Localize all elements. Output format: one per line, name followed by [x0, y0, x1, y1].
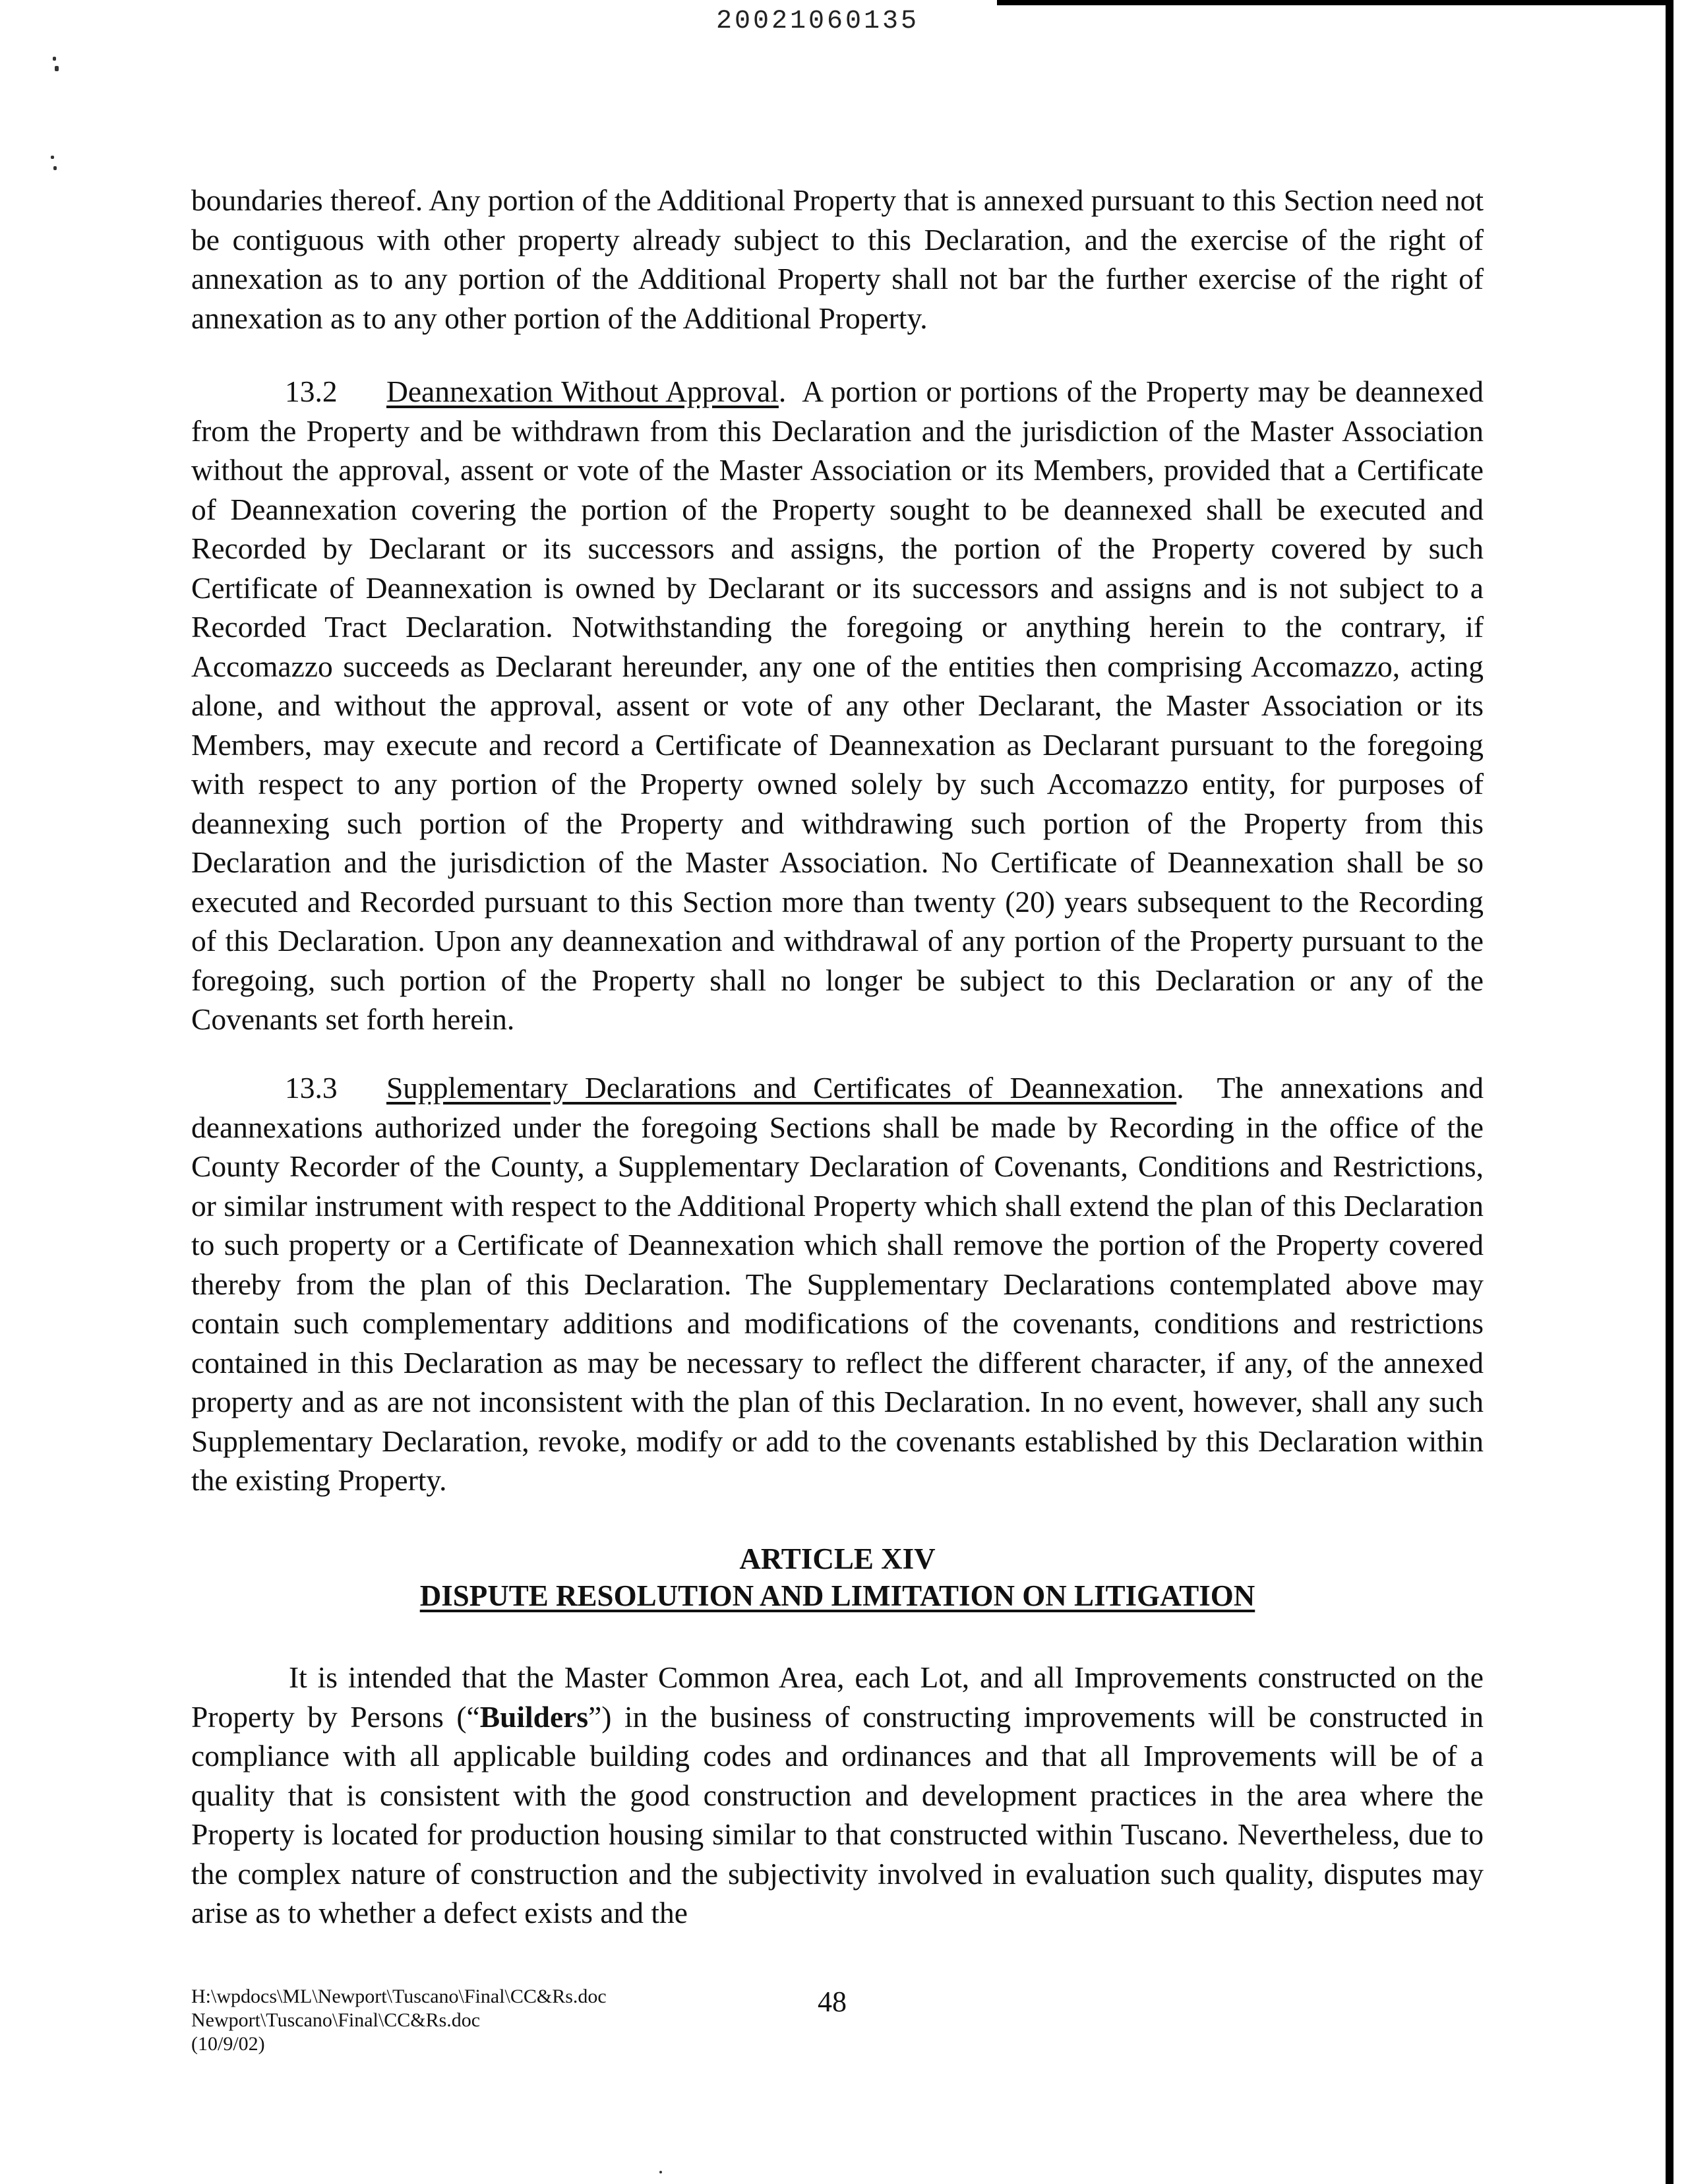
article-number: ARTICLE XIV	[739, 1542, 936, 1575]
paragraph-continuation-text: boundaries thereof. Any portion of the Additional Property that is annexed pursuant to this Section need not be contiguous with other property already subject to this Declaration, and the exercise of the right of annexation as to any portion of the Additional Property shall not bar the further exercise of the right of annexation as to any other portion of the Additional Property.	[191, 183, 1484, 335]
article-paragraph	[191, 1658, 1484, 1933]
section-13-2	[191, 372, 1484, 1039]
section-body: The annexations and deannexations authorized under the foregoing Sections shall be made by Recording in the office of the County Recorder of the County, a Supplementary Declaration of Covenants, Conditions and Restrictions, or similar instrument with respect to the Additional Property which shall extend the plan of this Declaration to such property or a Certificate of Deannexation which shall remove the portion of the Property covered thereby from the plan of this Declaration. The Supplementary Declarations contemplated above may contain such complementary additions and modifications of the covenants, conditions and restrictions contained in this Declaration as may be necessary to reflect the different character, if any, of the annexed property and as are not inconsistent with the plan of this Declaration. In no event, however, shall any such Supplementary Declaration, revoke, modify or add to the covenants established by this Declaration within the existing Property.	[191, 1071, 1484, 1497]
page-number: 48	[818, 1986, 847, 2018]
section-13-3	[191, 1068, 1484, 1500]
section-number: 13.3	[285, 1071, 338, 1105]
scan-speck	[51, 156, 54, 159]
section-heading-punct: .	[1176, 1071, 1184, 1105]
section-heading-punct: .	[778, 375, 787, 408]
section-heading: Supplementary Declarations and Certificates of Deannexation	[386, 1071, 1177, 1105]
article-title: DISPUTE RESOLUTION AND LIMITATION ON LITIGATION	[419, 1579, 1255, 1612]
footer-file-info	[191, 1985, 607, 2056]
scan-border-right	[1666, 0, 1673, 2184]
scan-speck	[659, 2171, 662, 2173]
footer-path-2: Newport\Tuscano\Final\CC&Rs.doc	[191, 2009, 481, 2031]
document-number: 20021060135	[716, 7, 920, 36]
footer-path-1: H:\wpdocs\ML\Newport\Tuscano\Final\CC&Rs.doc	[191, 1986, 607, 2007]
section-number: 13.2	[285, 375, 338, 408]
scan-speck	[53, 166, 57, 170]
article-heading	[191, 1540, 1484, 1614]
scan-border-top	[997, 0, 1673, 5]
defined-term-builders: Builders	[479, 1699, 589, 1734]
article-paragraph-after: ”) in the business of constructing improvements will be constructed in compliance with all applicable building codes and ordinances and that all Improvements will be of a quality that is consistent with the good construction and development practices in the area where the Property is located for production housing similar to that constructed within Tuscano. Nevertheless, due to the complex nature of construction and the subjectivity involved in evaluation such quality, disputes may arise as to whether a defect exists and the	[191, 1699, 1484, 1929]
article-paragraph-before: It is intended that the Master Common Area, each Lot, and all Improvements constructed on the Property by Persons (“	[191, 1660, 1484, 1734]
scan-speck	[53, 57, 56, 61]
scan-speck	[55, 66, 59, 71]
paragraph-continuation	[191, 181, 1484, 338]
section-body: A portion or portions of the Property may be deannexed from the Property and be withdrawn from this Declaration and the jurisdiction of the Master Association without the approval, assent or vote of the Master Association or its Members, provided that a Certificate of Deannexation covering the portion of the Property sought to be deannexed shall be executed and Recorded by Declarant or its successors and assigns, the portion of the Property covered by such Certificate of Deannexation is owned by Declarant or its successors and assigns and is not subject to a Recorded Tract Declaration. Notwithstanding the foregoing or anything herein to the contrary, if Accomazzo succeeds as Declarant hereunder, any one of the entities then comprising Accomazzo, acting alone, and without the approval, assent or vote of any other Declarant, the Master Association or its Members, may execute and record a Certificate of Deannexation as Declarant pursuant to the foregoing with respect to any portion of the Property owned solely by such Accomazzo entity, for purposes of deannexing such portion of the Property and withdrawing such portion of the Property from this Declaration and the jurisdiction of the Master Association. No Certificate of Deannexation shall be so executed and Recorded pursuant to this Section more than twenty (20) years subsequent to the Recording of this Declaration. Upon any deannexation and withdrawal of any portion of the Property pursuant to the foregoing, such portion of the Property shall no longer be subject to this Declaration or any of the Covenants set forth herein.	[191, 375, 1484, 1036]
section-heading: Deannexation Without Approval	[386, 375, 779, 408]
footer-date: (10/9/02)	[191, 2033, 265, 2055]
